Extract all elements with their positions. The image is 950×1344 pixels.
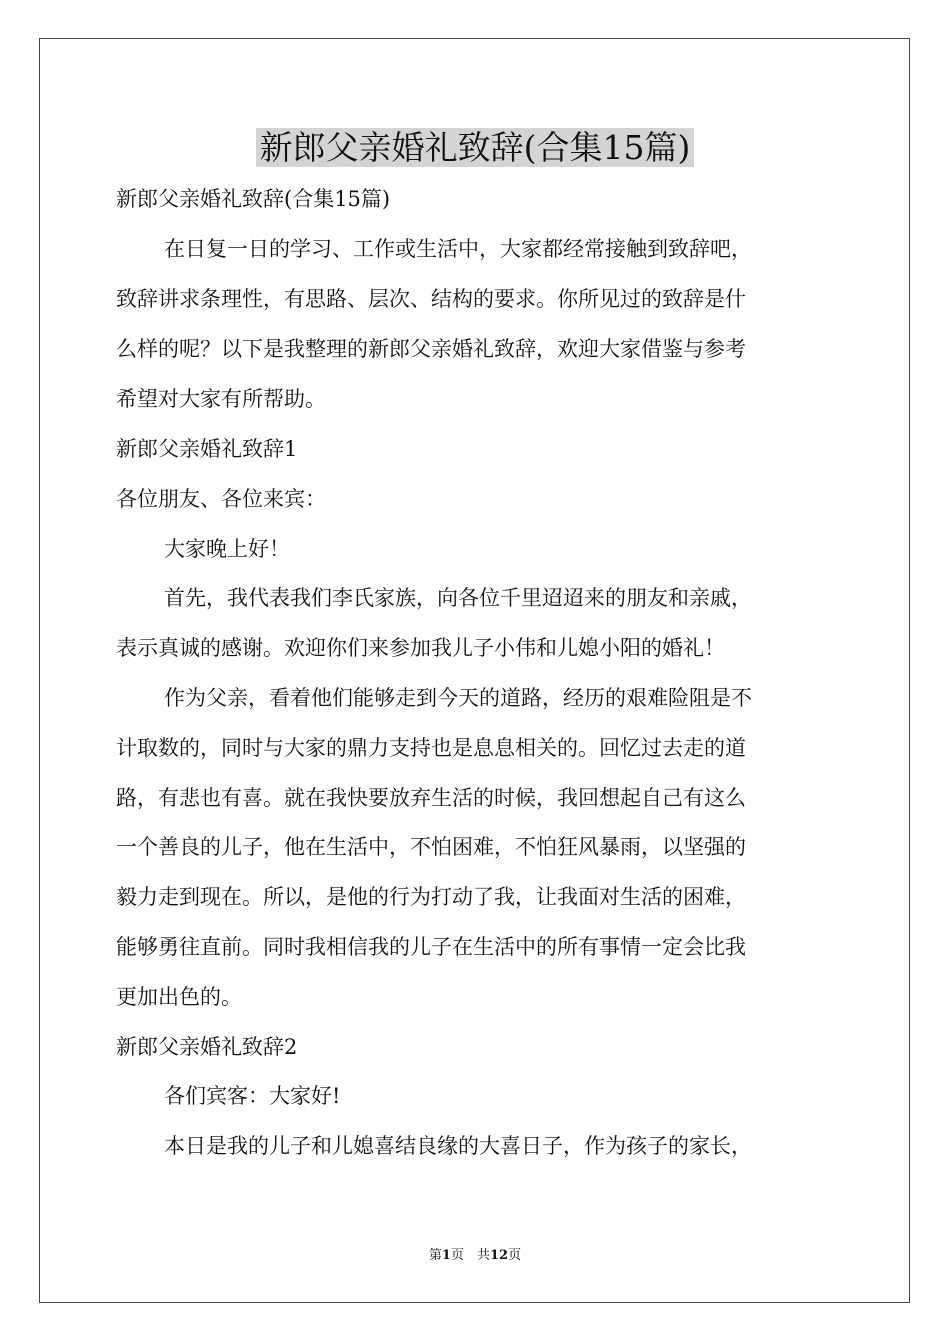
- footer-suffix: 页: [508, 1248, 522, 1263]
- document-title-text: 新郎父亲婚礼致辞(合集15篇): [256, 128, 695, 167]
- footer-prefix: 第: [428, 1248, 442, 1263]
- paragraph-line: 路，有悲也有喜。就在我快要放弃生活的时候，我回想起自己有这么: [116, 786, 746, 810]
- paragraph-line: 能够勇往直前。同时我相信我的儿子在生活中的所有事情一定会比我: [116, 935, 746, 959]
- paragraph-line: 么样的呢？以下是我整理的新郎父亲婚礼致辞，欢迎大家借鉴与参考: [116, 337, 746, 361]
- paragraph-line: 一个善良的儿子，他在生活中，不怕困难，不怕狂风暴雨，以坚强的: [116, 835, 746, 859]
- document-title: [0, 124, 950, 172]
- section-heading: 新郎父亲婚礼致辞2: [116, 1035, 298, 1059]
- page-footer: [0, 1246, 950, 1266]
- section-heading: 新郎父亲婚礼致辞1: [116, 437, 298, 461]
- subtitle-line: 新郎父亲婚礼致辞(合集15篇): [116, 187, 391, 211]
- greeting-line: 各们宾客：大家好!: [164, 1084, 341, 1108]
- footer-page-current: 1: [441, 1248, 451, 1263]
- greeting-line: 大家晚上好！: [164, 537, 290, 561]
- salutation-line: 各位朋友、各位来宾：: [116, 487, 326, 511]
- paragraph-line: 表示真诚的感谢。欢迎你们来参加我儿子小伟和儿媳小阳的婚礼！: [116, 636, 725, 660]
- paragraph-line: 致辞讲求条理性，有思路、层次、结构的要求。你所见过的致辞是什: [116, 287, 746, 311]
- paragraph-line: 作为父亲，看着他们能够走到今天的道路，经历的艰难险阻是不: [164, 686, 752, 710]
- paragraph-line: 计取数的，同时与大家的鼎力支持也是息息相关的。回忆过去走的道: [116, 736, 746, 760]
- footer-mid: 页 共: [450, 1248, 490, 1263]
- paragraph-line: 更加出色的。: [116, 985, 242, 1009]
- paragraph-line: 本日是我的儿子和儿媳喜结良缘的大喜日子，作为孩子的家长，: [164, 1134, 752, 1158]
- paragraph-line: 首先，我代表我们李氏家族，向各位千里迢迢来的朋友和亲戚，: [164, 586, 752, 610]
- paragraph-line: 在日复一日的学习、工作或生活中，大家都经常接触到致辞吧，: [164, 237, 752, 261]
- page-frame: [39, 38, 910, 1303]
- paragraph-line: 毅力走到现在。所以，是他的行为打动了我，让我面对生活的困难，: [116, 885, 746, 909]
- paragraph-line: 希望对大家有所帮助。: [116, 387, 326, 411]
- footer-page-total: 12: [489, 1248, 509, 1263]
